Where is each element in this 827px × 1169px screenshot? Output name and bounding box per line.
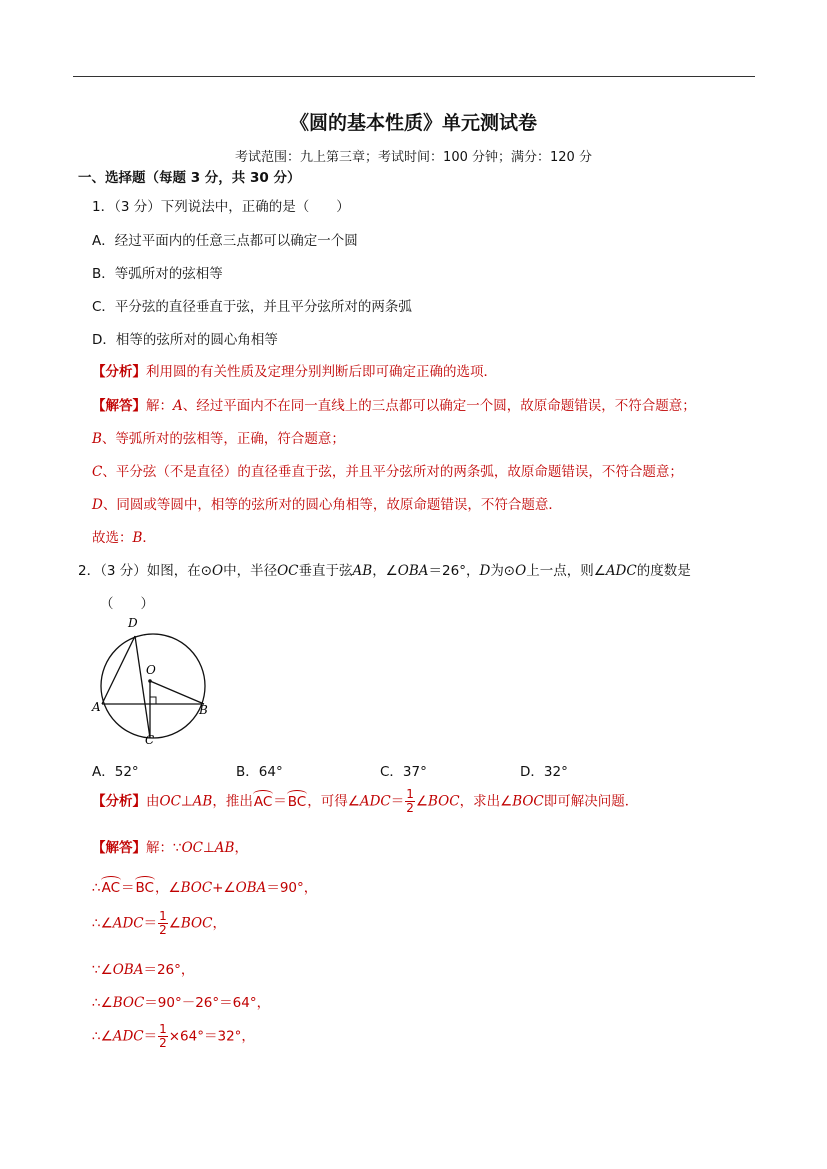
- denominator: 2: [159, 1036, 167, 1050]
- answer-text: 、经过平面内不在同一直线上的三点都可以确定一个圆，故原命题错误，不符合题意；: [182, 398, 696, 414]
- var-adc: ADC: [359, 793, 391, 810]
- var-ab: AB: [192, 793, 213, 810]
- answer-text: 、等弧所对的弦相等，正确，符合题意；: [101, 431, 345, 447]
- segment-dc: [135, 636, 150, 738]
- label-c: C: [145, 733, 155, 746]
- q1-answer-line-a: [92, 394, 696, 414]
- perp-symbol: ⊥: [203, 840, 215, 856]
- arc-bc: BC: [135, 880, 154, 896]
- q2-option-c: C．37°: [380, 764, 427, 780]
- page-title: 《圆的基本性质》单元测试卷: [289, 112, 537, 134]
- label-o: O: [146, 663, 156, 677]
- arc-ac: AC: [101, 880, 121, 896]
- arc-ac: AC: [253, 793, 273, 810]
- stem-part: ，∠: [372, 563, 398, 579]
- analysis-tag: 【分析】: [92, 364, 146, 380]
- var-o: O: [515, 563, 527, 579]
- text: 解：∵: [146, 840, 182, 856]
- letter: D: [92, 497, 103, 513]
- q1-answer-line-d: [92, 493, 562, 513]
- radius-ob: [150, 681, 204, 704]
- numerator: 1: [406, 787, 414, 801]
- q1-option-c: C．平分弦的直径垂直于弦，并且平分弦所对的两条弧: [92, 299, 412, 315]
- var-adc: ADC: [112, 1028, 144, 1045]
- answer-tag: 【解答】: [92, 398, 146, 414]
- letter: C: [92, 464, 103, 480]
- var-boc: BOC: [180, 915, 213, 932]
- stem-part: 2．（3 分）如图，在⊙: [78, 563, 213, 579]
- right-angle-mark: [150, 697, 156, 704]
- text: ，推出: [212, 793, 253, 810]
- section-heading: 一、选择题（每题 3 分，共 30 分）: [78, 170, 301, 186]
- var-oc: OC: [159, 793, 181, 810]
- stem-part: ＝26°，: [428, 563, 480, 579]
- q1-stem: 1．（3 分）下列说法中，正确的是（ ）: [92, 199, 350, 215]
- var-o: O: [212, 563, 224, 579]
- angle-symbol: ∠: [415, 793, 428, 810]
- q2-answer-line-6: [92, 1023, 255, 1050]
- var-boc: BOC: [112, 995, 145, 1011]
- perp-symbol: ⊥: [180, 793, 193, 810]
- label-a: A: [92, 700, 101, 714]
- text: ，∠: [154, 880, 181, 896]
- stem-part: 上一点，则∠: [526, 563, 606, 579]
- answer-intro: 解：: [146, 398, 173, 414]
- stem-part: 垂直于弦: [298, 563, 353, 579]
- exam-info: 考试范围：九上第三章；考试时间：100 分钟；满分：120 分: [235, 150, 592, 165]
- var-ab: AB: [352, 563, 373, 579]
- var-oc: OC: [277, 563, 299, 579]
- circle-figure: [88, 612, 218, 746]
- q2-answer-line-5: [92, 991, 270, 1011]
- q1-choice: [92, 526, 156, 546]
- var-oba: OBA: [112, 962, 144, 978]
- analysis-tag: 【分析】: [92, 793, 146, 810]
- q2-option-a: A．52°: [92, 764, 139, 780]
- var-adc: ADC: [605, 563, 637, 579]
- text: ，可得∠: [307, 793, 360, 810]
- numerator: 1: [159, 1022, 167, 1036]
- q1-answer-line-b: [92, 427, 345, 447]
- q2-option-b: B．64°: [236, 764, 283, 780]
- text: ∴∠: [92, 995, 113, 1011]
- equals: ＝: [143, 1028, 158, 1045]
- q1-option-a: A．经过平面内的任意三点都可以确定一个圆: [92, 233, 358, 249]
- text: ＝26°，: [143, 962, 195, 978]
- q2-answer-line-2: [92, 876, 317, 896]
- var-d: D: [479, 563, 491, 579]
- var-boc: BOC: [512, 793, 544, 810]
- label-b: B: [199, 703, 208, 717]
- arc-bc: BC: [287, 793, 307, 810]
- fraction-half: [158, 910, 168, 937]
- var-oba: OBA: [397, 563, 429, 579]
- stem-part: 为⊙: [490, 563, 516, 579]
- label-d: D: [128, 616, 138, 630]
- text: 由: [146, 793, 160, 810]
- stem-part: 的度数是: [636, 563, 691, 579]
- text: ，: [212, 915, 226, 932]
- q1-answer-line-c: [92, 460, 683, 480]
- var-oba: OBA: [235, 880, 267, 896]
- q1-analysis: [92, 360, 497, 380]
- var-boc: BOC: [180, 880, 213, 896]
- text: ＝90°，: [266, 880, 318, 896]
- text: ，求出∠: [459, 793, 513, 810]
- q2-paren: （ ）: [100, 596, 154, 612]
- choice-letter: B: [132, 530, 143, 546]
- fraction-half: [158, 1023, 168, 1050]
- letter: B: [92, 431, 102, 447]
- text: ∴∠: [92, 1028, 113, 1045]
- fraction-half: [405, 788, 415, 815]
- segment-ad: [102, 636, 135, 704]
- denominator: 2: [406, 801, 414, 815]
- stem-part: 中，半径: [223, 563, 278, 579]
- choice-suffix: ．: [142, 530, 156, 546]
- equals: ＝: [390, 793, 405, 810]
- equals: ＝: [273, 793, 287, 810]
- center-point: [148, 679, 152, 683]
- text: ∴∠: [92, 915, 113, 932]
- text: ，: [234, 840, 248, 856]
- q1-option-b: B．等弧所对的弦相等: [92, 266, 223, 282]
- letter: A: [173, 398, 183, 414]
- q2-analysis: [92, 788, 638, 815]
- var-oc: OC: [181, 840, 203, 856]
- choice-prefix: 故选：: [92, 530, 133, 546]
- q1-option-d: D．相等的弦所对的圆心角相等: [92, 332, 278, 348]
- var-adc: ADC: [112, 915, 144, 932]
- answer-text: 、平分弦（不是直径）的直径垂直于弦，并且平分弦所对的两条弧，故原命题错误，不符合题意；: [102, 464, 683, 480]
- q2-answer-line-1: [92, 836, 248, 856]
- header-rule: [73, 76, 755, 77]
- equals: ＝: [121, 880, 135, 896]
- text: 即可解决问题．: [543, 793, 639, 810]
- denominator: 2: [159, 923, 167, 937]
- numerator: 1: [159, 909, 167, 923]
- q2-stem: [78, 559, 691, 579]
- var-boc: BOC: [428, 793, 460, 810]
- q2-answer-line-4: [92, 958, 194, 978]
- answer-text: 、同圆或等圆中，相等的弦所对的圆心角相等，故原命题错误，不符合题意．: [102, 497, 562, 513]
- equals: ＝: [143, 915, 158, 932]
- text: +∠: [212, 880, 236, 896]
- answer-tag: 【解答】: [92, 840, 146, 856]
- text: ×64°＝32°，: [168, 1028, 255, 1045]
- text: ＝90°－26°＝64°，: [144, 995, 271, 1011]
- q2-answer-line-3: [92, 910, 226, 937]
- var-ab: AB: [214, 840, 235, 856]
- q2-option-d: D．32°: [520, 764, 568, 780]
- circle-o: [101, 634, 205, 738]
- analysis-text: 利用圆的有关性质及定理分别判断后即可确定正确的选项．: [146, 364, 497, 380]
- text: ∵∠: [92, 962, 113, 978]
- angle-symbol: ∠: [168, 915, 181, 932]
- therefore-symbol: ∴: [92, 880, 101, 896]
